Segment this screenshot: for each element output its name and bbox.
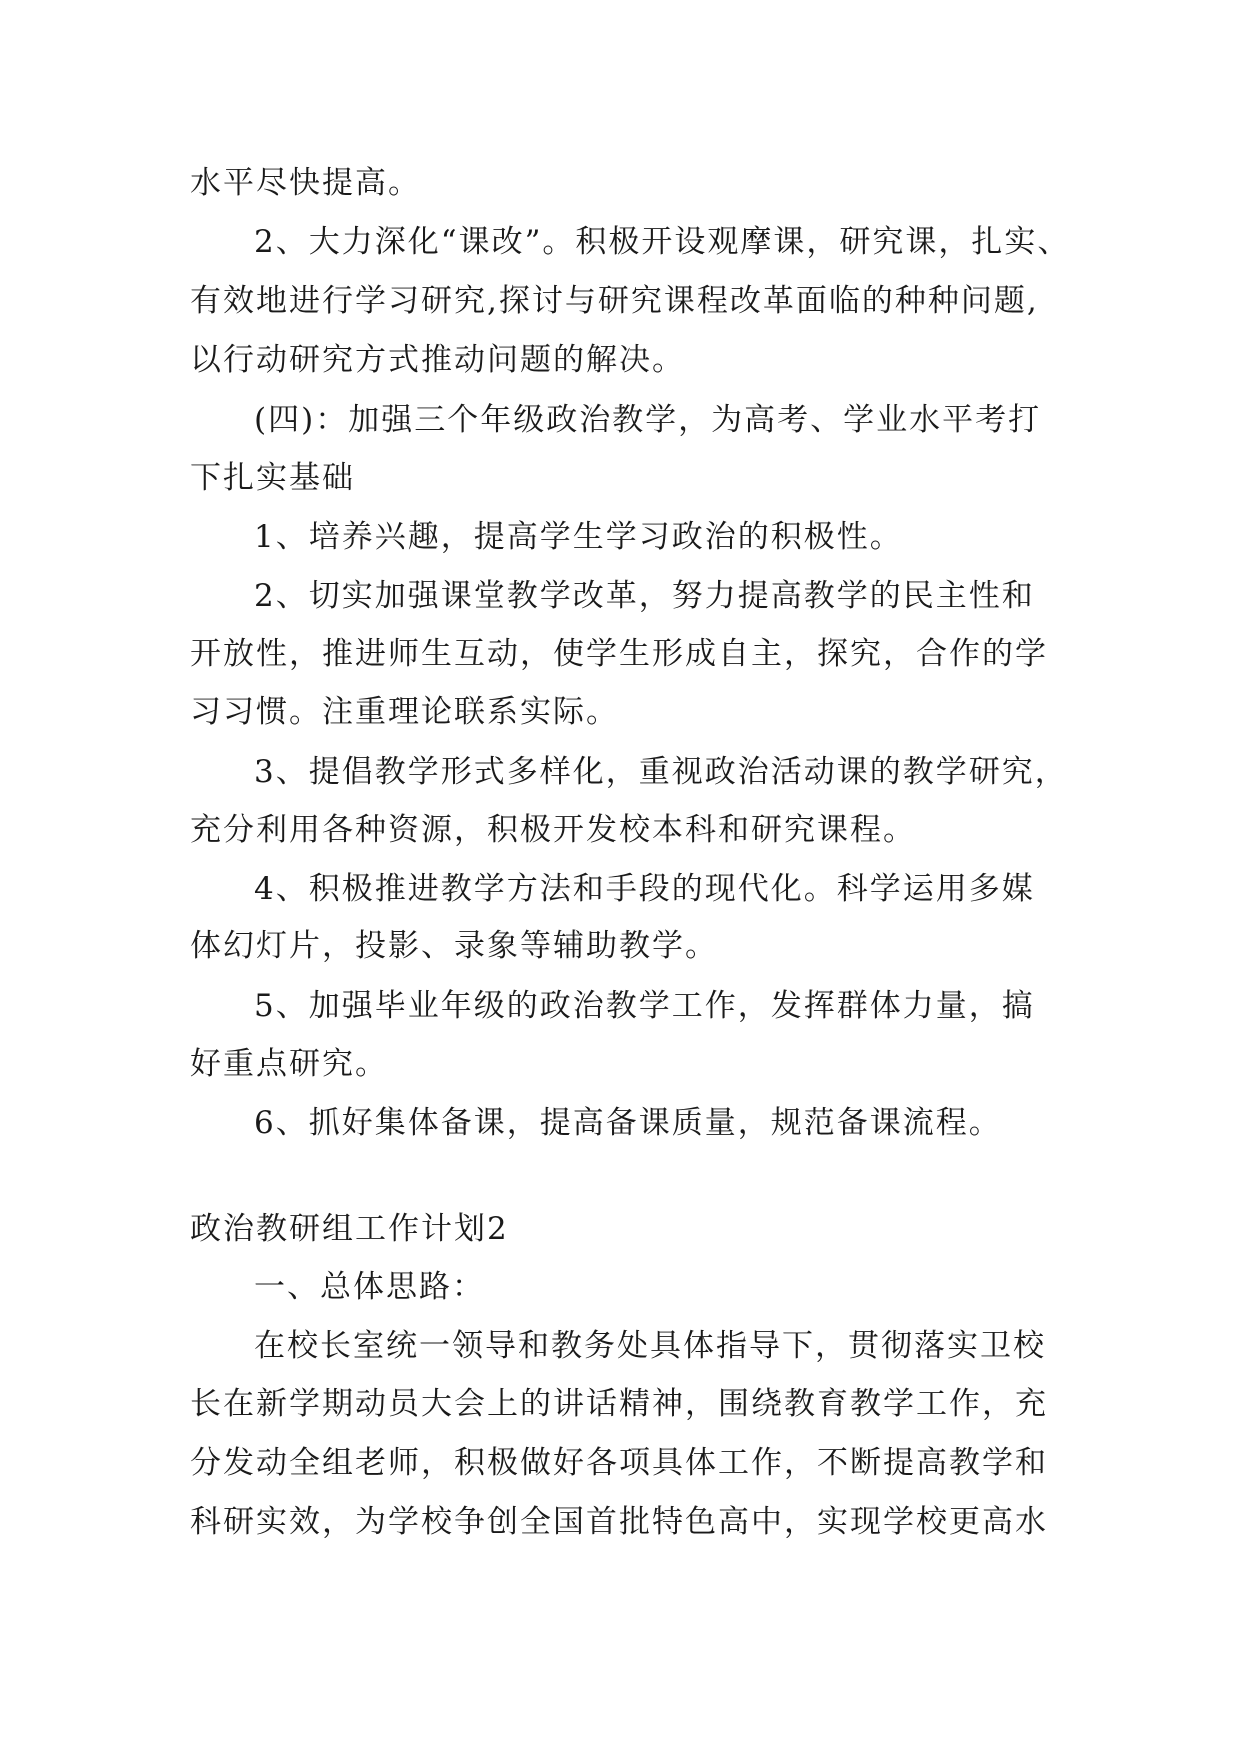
text-line: 6、抓好集体备课，提高备课质量，规范备课流程。	[254, 1105, 1002, 1141]
text-line: 2、切实加强课堂教学改革，努力提高教学的民主性和	[254, 578, 1035, 614]
text-line: 4、积极推进教学方法和手段的现代化。科学运用多媒	[254, 871, 1035, 907]
text-line: 开放性，推进师生互动，使学生形成自主，探究，合作的学	[190, 636, 1048, 672]
text-line: 5、加强毕业年级的政治教学工作，发挥群体力量，搞	[254, 988, 1035, 1024]
text-line: 3、提倡教学形式多样化，重视政治活动课的教学研究，	[254, 754, 1068, 790]
section-title: 政治教研组工作计划2	[190, 1211, 509, 1247]
text-line: 分发动全组老师，积极做好各项具体工作，不断提高教学和	[190, 1445, 1048, 1481]
text-line: 下扎实基础	[190, 460, 355, 496]
text-line: 水平尽快提高。	[190, 165, 421, 201]
text-line: 体幻灯片，投影、录象等辅助教学。	[190, 928, 718, 964]
text-line: 习习惯。注重理论联系实际。	[190, 694, 619, 730]
text-line: 有效地进行学习研究,探讨与研究课程改革面临的种种问题,	[190, 283, 1039, 319]
text-line: 1、培养兴趣，提高学生学习政治的积极性。	[254, 519, 903, 555]
text-line: 科研实效，为学校争创全国首批特色高中，实现学校更高水	[190, 1504, 1048, 1540]
text-line: 以行动研究方式推动问题的解决。	[190, 342, 685, 378]
text-line: (四)：加强三个年级政治教学，为高考、学业水平考打	[254, 402, 1042, 438]
text-line: 2、大力深化“课改”。积极开设观摩课，研究课，扎实、	[254, 224, 1071, 260]
section-heading: 一、总体思路：	[254, 1269, 485, 1305]
text-line: 长在新学期动员大会上的讲话精神，围绕教育教学工作，充	[190, 1386, 1048, 1422]
text-line: 充分利用各种资源，积极开发校本科和研究课程。	[190, 812, 916, 848]
text-line: 在校长室统一领导和教务处具体指导下，贯彻落实卫校	[254, 1328, 1046, 1364]
text-line: 好重点研究。	[190, 1046, 388, 1082]
